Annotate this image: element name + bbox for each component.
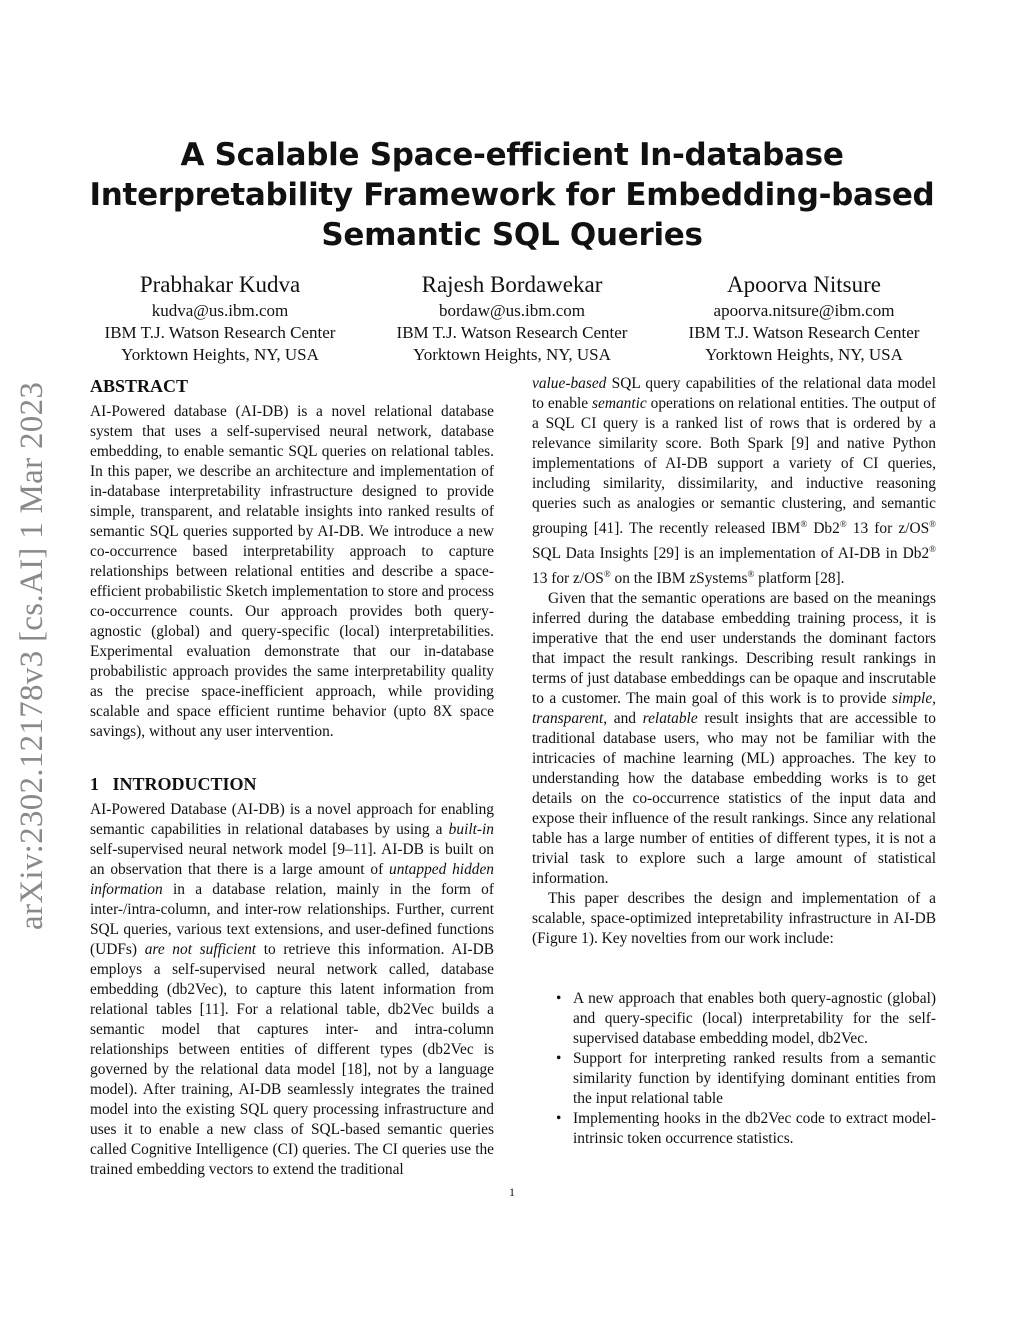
paper-title: A Scalable Space-efficient In-database Interpretability Framework for Embedding-based Semantic SQL Queries <box>89 137 935 253</box>
list-item: • Support for interpreting ranked results from a semantic similarity function by identifying dominant entities from the input relational table <box>556 1050 936 1108</box>
intro-paragraph-1-continued: to retrieve this information. AI-DB employs a self-supervised neural network called, database embedding (db2Vec), to capture this latent information from relational tables [11]. For a relational table, db2Vec builds a semantic model that captures inter- and intra-column relationships between entities of different types (db2Vec is governed by the relational data model [18], not by a language model). After training, AI-DB seamlessly integrates the trained model into the existing SQL query processing infrastructure and uses it to enable a new class of SQL-based semantic queries called Cognitive Intelligence (CI) queries. The CI queries use the trained embedding vectors to extend the traditional <box>90 941 495 1178</box>
author-block <box>80 270 944 366</box>
author-name: Prabhakar Kudva <box>139 272 301 297</box>
author-location: Yorktown Heights, NY, USA <box>413 345 611 364</box>
abstract-heading: ABSTRACT <box>90 376 189 396</box>
right-column <box>532 374 936 1149</box>
bullet-icon: • <box>556 1110 562 1128</box>
abstract-text: AI-Powered database (AI-DB) is a novel relational database system that uses a self-supervised neural network, database embedding, to enable semantic SQL queries on relational tables. In this paper, we describe an architecture and implementation of in-database interpretability infrastructure designed to provide simple, transparent, and relatable insights into ranked results of semantic SQL queries supported by AI-DB. We introduce a new co-occurrence based interpretability approach to capture relationships between relational entities and describe a space-efficient probabilistic Sketch implementation to store and process co-occurrence counts. Our approach provides both query-agnostic (global) and query-specific (local) interpretabilities. Experimental evaluation demonstrate that our in-database probabilistic approach provides the same interpretability quality as the precise space-inefficient approach, while providing scalable and space efficient runtime behavior (upto 8X space savings), without any user intervention. <box>90 403 494 740</box>
list-item: • Implementing hooks in the db2Vec code to extract model-intrinsic token occurrence statistics. <box>556 1110 936 1148</box>
author-location: Yorktown Heights, NY, USA <box>705 345 903 364</box>
author-email: bordaw@us.ibm.com <box>439 301 585 320</box>
author-3 <box>664 270 944 366</box>
author-affiliation: IBM T.J. Watson Research Center <box>688 323 920 342</box>
page-number: 1 <box>509 1185 515 1199</box>
author-affiliation: IBM T.J. Watson Research Center <box>104 323 336 342</box>
author-name: Rajesh Bordawekar <box>421 272 603 297</box>
intro-paragraph-1-tail: value-based SQL query capabilities of the relational data model to enable semantic operations on relational entities. The output of a SQL CI query is a ranked list of rows that is ordered by a relevance similarity score. Both Spark [9] and native Python implementations of AI-DB support a variety of CI queries, including similarity, dissimilarity, and inductive reasoning queries such as analogies or semantic clustering, and semantic grouping [41]. The recently released IBM® Db2® 13 for z/OS® SQL Data Insights [29] is an implementation of AI-DB in Db2® 13 for z/OS® on the IBM zSystems® platform [28]. <box>532 375 937 588</box>
list-item: • A new approach that enables both query-agnostic (global) and query-specific (local) interpretability for the self-supervised database embedding model, db2Vec. <box>556 990 936 1048</box>
intro-paragraph-3: This paper describes the design and implementation of a scalable, space-optimized intepretability infrastructure in AI-DB (Figure 1). Key novelties from our work include: <box>532 890 936 948</box>
author-name: Apoorva Nitsure <box>727 272 881 297</box>
bullet-icon: • <box>556 1050 562 1068</box>
novelty-list <box>532 989 936 1149</box>
left-column <box>90 374 494 1180</box>
intro-heading: 1 INTRODUCTION <box>90 774 257 794</box>
intro-paragraph-2: Given that the semantic operations are based on the meanings inferred during the database embedding training process, it is imperative that the end user understands the dominant factors that impact the result rankings. Describing result rankings in terms of just database embeddings can be opaque and inscrutable to a customer. The main goal of this work is to provide simple, transparent, and relatable result insights that are accessible to traditional database users, who may not be familiar with the intricacies of machine learning (ML) approaches. The key to understanding how the database embedding works is to get details on the co-occurrence statistics of the input data and expose their influence of the result rankings. Since any relational table has a large number of entities of different types, it is not a trivial task to explore such a large amount of statistical information. <box>532 590 936 888</box>
author-email: apoorva.nitsure@ibm.com <box>713 301 895 320</box>
author-1 <box>80 270 360 366</box>
author-email: kudva@us.ibm.com <box>151 301 289 320</box>
arxiv-stamp: arXiv:2302.12178v3 [cs.AI] 1 Mar 2023 <box>14 381 50 930</box>
bullet-icon: • <box>556 990 562 1008</box>
author-location: Yorktown Heights, NY, USA <box>121 345 319 364</box>
author-2 <box>372 270 652 366</box>
intro-paragraph-1: AI-Powered Database (AI-DB) is a novel approach for enabling semantic capabilities in relational databases by using a built-in self-supervised neural network model [9–11]. AI-DB is built on an observation that there is a large amount of untapped hidden information in a database relation, mainly in the form of inter-/intra-column, and inter-row relationships. Further, current SQL queries, various text extensions, and user-defined functions (UDFs) are not sufficient to retrieve this information. AI-DB employs a self-supervised neural network called, database embedding (db2Vec), to capture this latent information from relational tables [11]. For a relational table, db2Vec builds a semantic model that captures inter- and intra-column relationships between entities of different types (db2Vec is governed by the relational data model [18], not by a language model). After training, AI-DB seamlessly integrates the trained model into the existing SQL query processing infrastructure and uses it to enable a new class of SQL-based semantic queries called Cognitive Intelligence (CI) queries. The CI queries use the trained embedding vectors to extend the traditional <box>90 801 495 1178</box>
author-affiliation: IBM T.J. Watson Research Center <box>396 323 628 342</box>
